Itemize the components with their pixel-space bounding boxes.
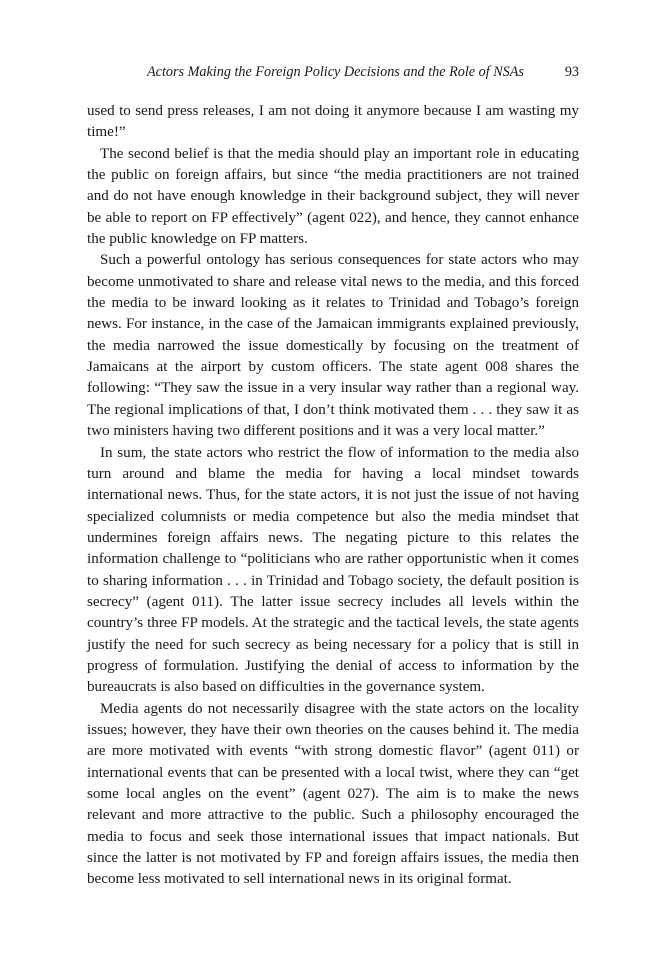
paragraph: Such a powerful ontology has serious consequences for state actors who may become unmotivated to share and release vital news to the media, and this forced the media to be inward looking as it relates to Trinidad and Tobago’s foreign news. For instance, in the case of the Jamaican immigrants explained previously, the media narrowed the issue domestically by focusing on the treatment of Jamaicans at the airport by custom officers. The state agent 008 shares the following: “They saw the issue in a very insular way rather than a regional way. The regional implications of that, I don’t think motivated them . . . they saw it as two ministers having two different positions and it was a very local matter.” <box>87 252 579 440</box>
running-title: Actors Making the Foreign Policy Decisions and the Role of NSAs <box>147 64 524 80</box>
paragraph: The second belief is that the media should play an important role in educating the public on foreign affairs, but since “the media practitioners are not trained and do not have enough knowledge in their background subject, they will never be able to report on FP effectively” (agent 022), and hence, they cannot enhance the public knowledge on FP matters. <box>87 145 579 248</box>
body-text <box>87 101 579 891</box>
paragraph: Media agents do not necessarily disagree with the state actors on the locality issues; however, they have their own theories on the causes behind it. The media are more motivated with events “with strong domestic flavor” (agent 011) or international events that can be presented with a local twist, where they can “get some local angles on the event” (agent 027). The aim is to make the news relevant and more attractive to the public. Such a philosophy encouraged the media to focus and seek those international issues that impact nationals. But since the latter is not motivated by FP and foreign affairs issues, the media then become less motivated to sell international news in its original format. <box>87 700 579 888</box>
running-head <box>87 64 579 86</box>
paragraph-continued: used to send press releases, I am not doing it anymore because I am wasting my time!” <box>87 103 579 141</box>
page-number: 93 <box>564 64 579 80</box>
paragraph: In sum, the state actors who restrict the flow of information to the media also turn around and blame the media for having a local mindset towards international news. Thus, for the state actors, it is not just the issue of not having specialized columnists or media competence but also the media mindset that undermines foreign affairs news. The negating picture to this relates the information challenge to “politicians who are rather opportunistic when it comes to sharing information . . . in Trinidad and Tobago society, the default position is secrecy” (agent 011). The latter issue secrecy includes all levels within the country’s three FP models. At the strategic and the tactical levels, the state agents justify the need for such secrecy as being necessary for a policy that is still in progress of formulation. Justifying the denial of access to information by the bureaucrats is also based on difficulties in the governance system. <box>87 444 579 696</box>
book-page <box>87 0 579 975</box>
